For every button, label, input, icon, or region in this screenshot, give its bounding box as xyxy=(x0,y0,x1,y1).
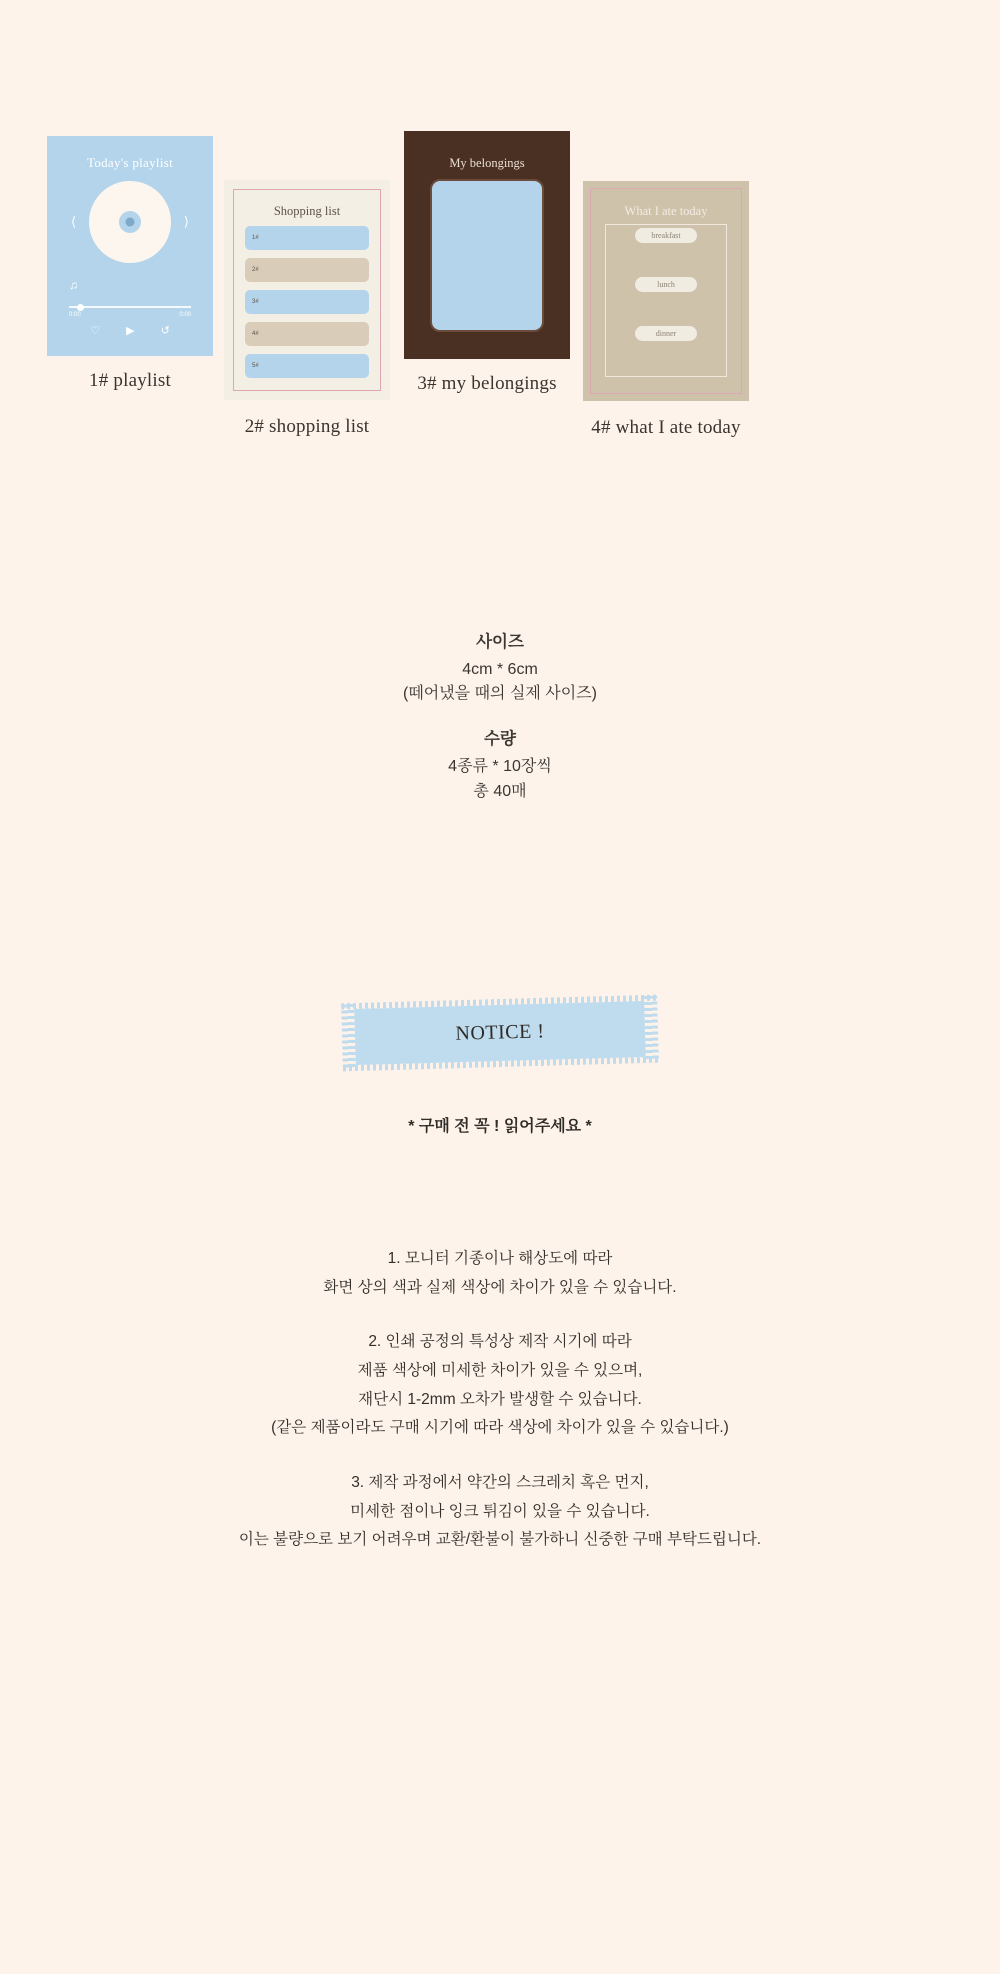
spec-qty-value: 4종류 * 10장씩 xyxy=(448,757,552,775)
playlist-disc-core xyxy=(126,218,135,227)
product-card-playlist xyxy=(47,136,213,392)
card-caption: 2# shopping list xyxy=(244,416,370,437)
product-preview-area xyxy=(0,0,1000,470)
list-item: 3# xyxy=(245,290,369,314)
shopping-list-title: Shopping list xyxy=(273,204,341,218)
terms-item xyxy=(0,1328,1000,1443)
terms-line: 재단시 1-2mm 오차가 발생할 수 있습니다. xyxy=(358,1390,642,1408)
playlist-disc-inner xyxy=(119,211,141,233)
what-i-ate-title: What I ate today xyxy=(624,204,708,218)
terms-line: 화면 상의 색과 실제 색상에 차이가 있을 수 있습니다. xyxy=(323,1278,677,1296)
terms-line: 1. 모니터 기종이나 해상도에 따라 xyxy=(387,1250,613,1267)
spec-qty-total: 총 40매 xyxy=(473,782,527,800)
spec-size-value: 4cm * 6cm xyxy=(462,660,538,678)
meal-pill-dinner: dinner xyxy=(635,326,697,341)
card-caption: 3# my belongings xyxy=(417,373,557,394)
tape-edge-bottom xyxy=(343,1057,659,1072)
playlist-progress-handle xyxy=(77,304,84,311)
card-caption: 1# playlist xyxy=(89,370,171,391)
spec-qty-heading: 수량 xyxy=(484,730,516,749)
what-i-ate-today-sticker xyxy=(583,181,749,401)
list-item: 5# xyxy=(245,354,369,378)
spec-divider xyxy=(0,707,1000,727)
playlist-disc-icon xyxy=(89,181,171,263)
terms-line: 이는 불량으로 보기 어려우며 교환/환불이 불가하니 신중한 구매 부탁드립니다. xyxy=(238,1531,762,1549)
meal-pill-breakfast: breakfast xyxy=(635,228,697,243)
terms-line: 3. 제작 과정에서 약간의 스크레치 혹은 먼지, xyxy=(351,1474,649,1492)
shopping-list-sticker xyxy=(224,180,390,400)
meal-pill-lunch: lunch xyxy=(635,277,697,292)
my-belongings-title: My belongings xyxy=(449,156,525,170)
tape-edge-top xyxy=(341,995,657,1010)
chevron-right-icon: ⟩ xyxy=(183,214,189,229)
playlist-title: Today's playlist xyxy=(86,155,174,170)
terms-item xyxy=(0,1469,1000,1555)
chevron-left-icon: ⟨ xyxy=(71,214,77,229)
notice-banner xyxy=(354,1001,645,1065)
playlist-time-start: 0:00 xyxy=(69,312,81,318)
playlist-progress-bar xyxy=(69,306,191,308)
terms-line: 제품 색상에 미세한 차이가 있을 수 있으며, xyxy=(357,1362,643,1380)
spec-size-note: (떼어냈을 때의 실제 사이즈) xyxy=(402,685,597,703)
list-item: 4# xyxy=(245,322,369,346)
notice-banner-label: NOTICE ! xyxy=(455,1020,545,1045)
list-item: 2# xyxy=(245,258,369,282)
music-note-icon: ♫ xyxy=(69,278,78,292)
playlist-controls xyxy=(47,324,213,337)
spec-size-heading: 사이즈 xyxy=(476,633,524,651)
my-belongings-pane xyxy=(430,179,544,332)
terms-line: 2. 인쇄 공정의 특성상 제작 시기에 따라 xyxy=(368,1333,632,1351)
notice-subtitle: * 구매 전 꼭 ! 읽어주세요 * xyxy=(408,1118,592,1135)
playlist-time-end: 0:00 xyxy=(179,312,191,318)
heart-icon: ♡ xyxy=(90,325,101,337)
product-card-my-belongings xyxy=(404,131,570,395)
my-belongings-sticker xyxy=(404,131,570,359)
terms-item xyxy=(0,1245,1000,1302)
playlist-sticker xyxy=(47,136,213,356)
product-spec xyxy=(0,630,1000,804)
play-icon: ▶ xyxy=(126,325,135,337)
list-item: 1# xyxy=(245,226,369,250)
terms-section xyxy=(0,1245,1000,1581)
product-card-shopping-list xyxy=(224,180,390,438)
notice-section xyxy=(0,1005,1000,1136)
what-i-ate-pane xyxy=(605,224,727,377)
card-caption: 4# what I ate today xyxy=(591,417,741,438)
terms-line: (같은 제품이라도 구매 시기에 따라 색상에 차이가 있을 수 있습니다.) xyxy=(271,1419,729,1437)
terms-line: 미세한 점이나 잉크 튀김이 있을 수 있습니다. xyxy=(350,1502,650,1520)
repeat-icon: ↺ xyxy=(160,325,170,337)
product-card-what-i-ate-today xyxy=(583,181,749,439)
